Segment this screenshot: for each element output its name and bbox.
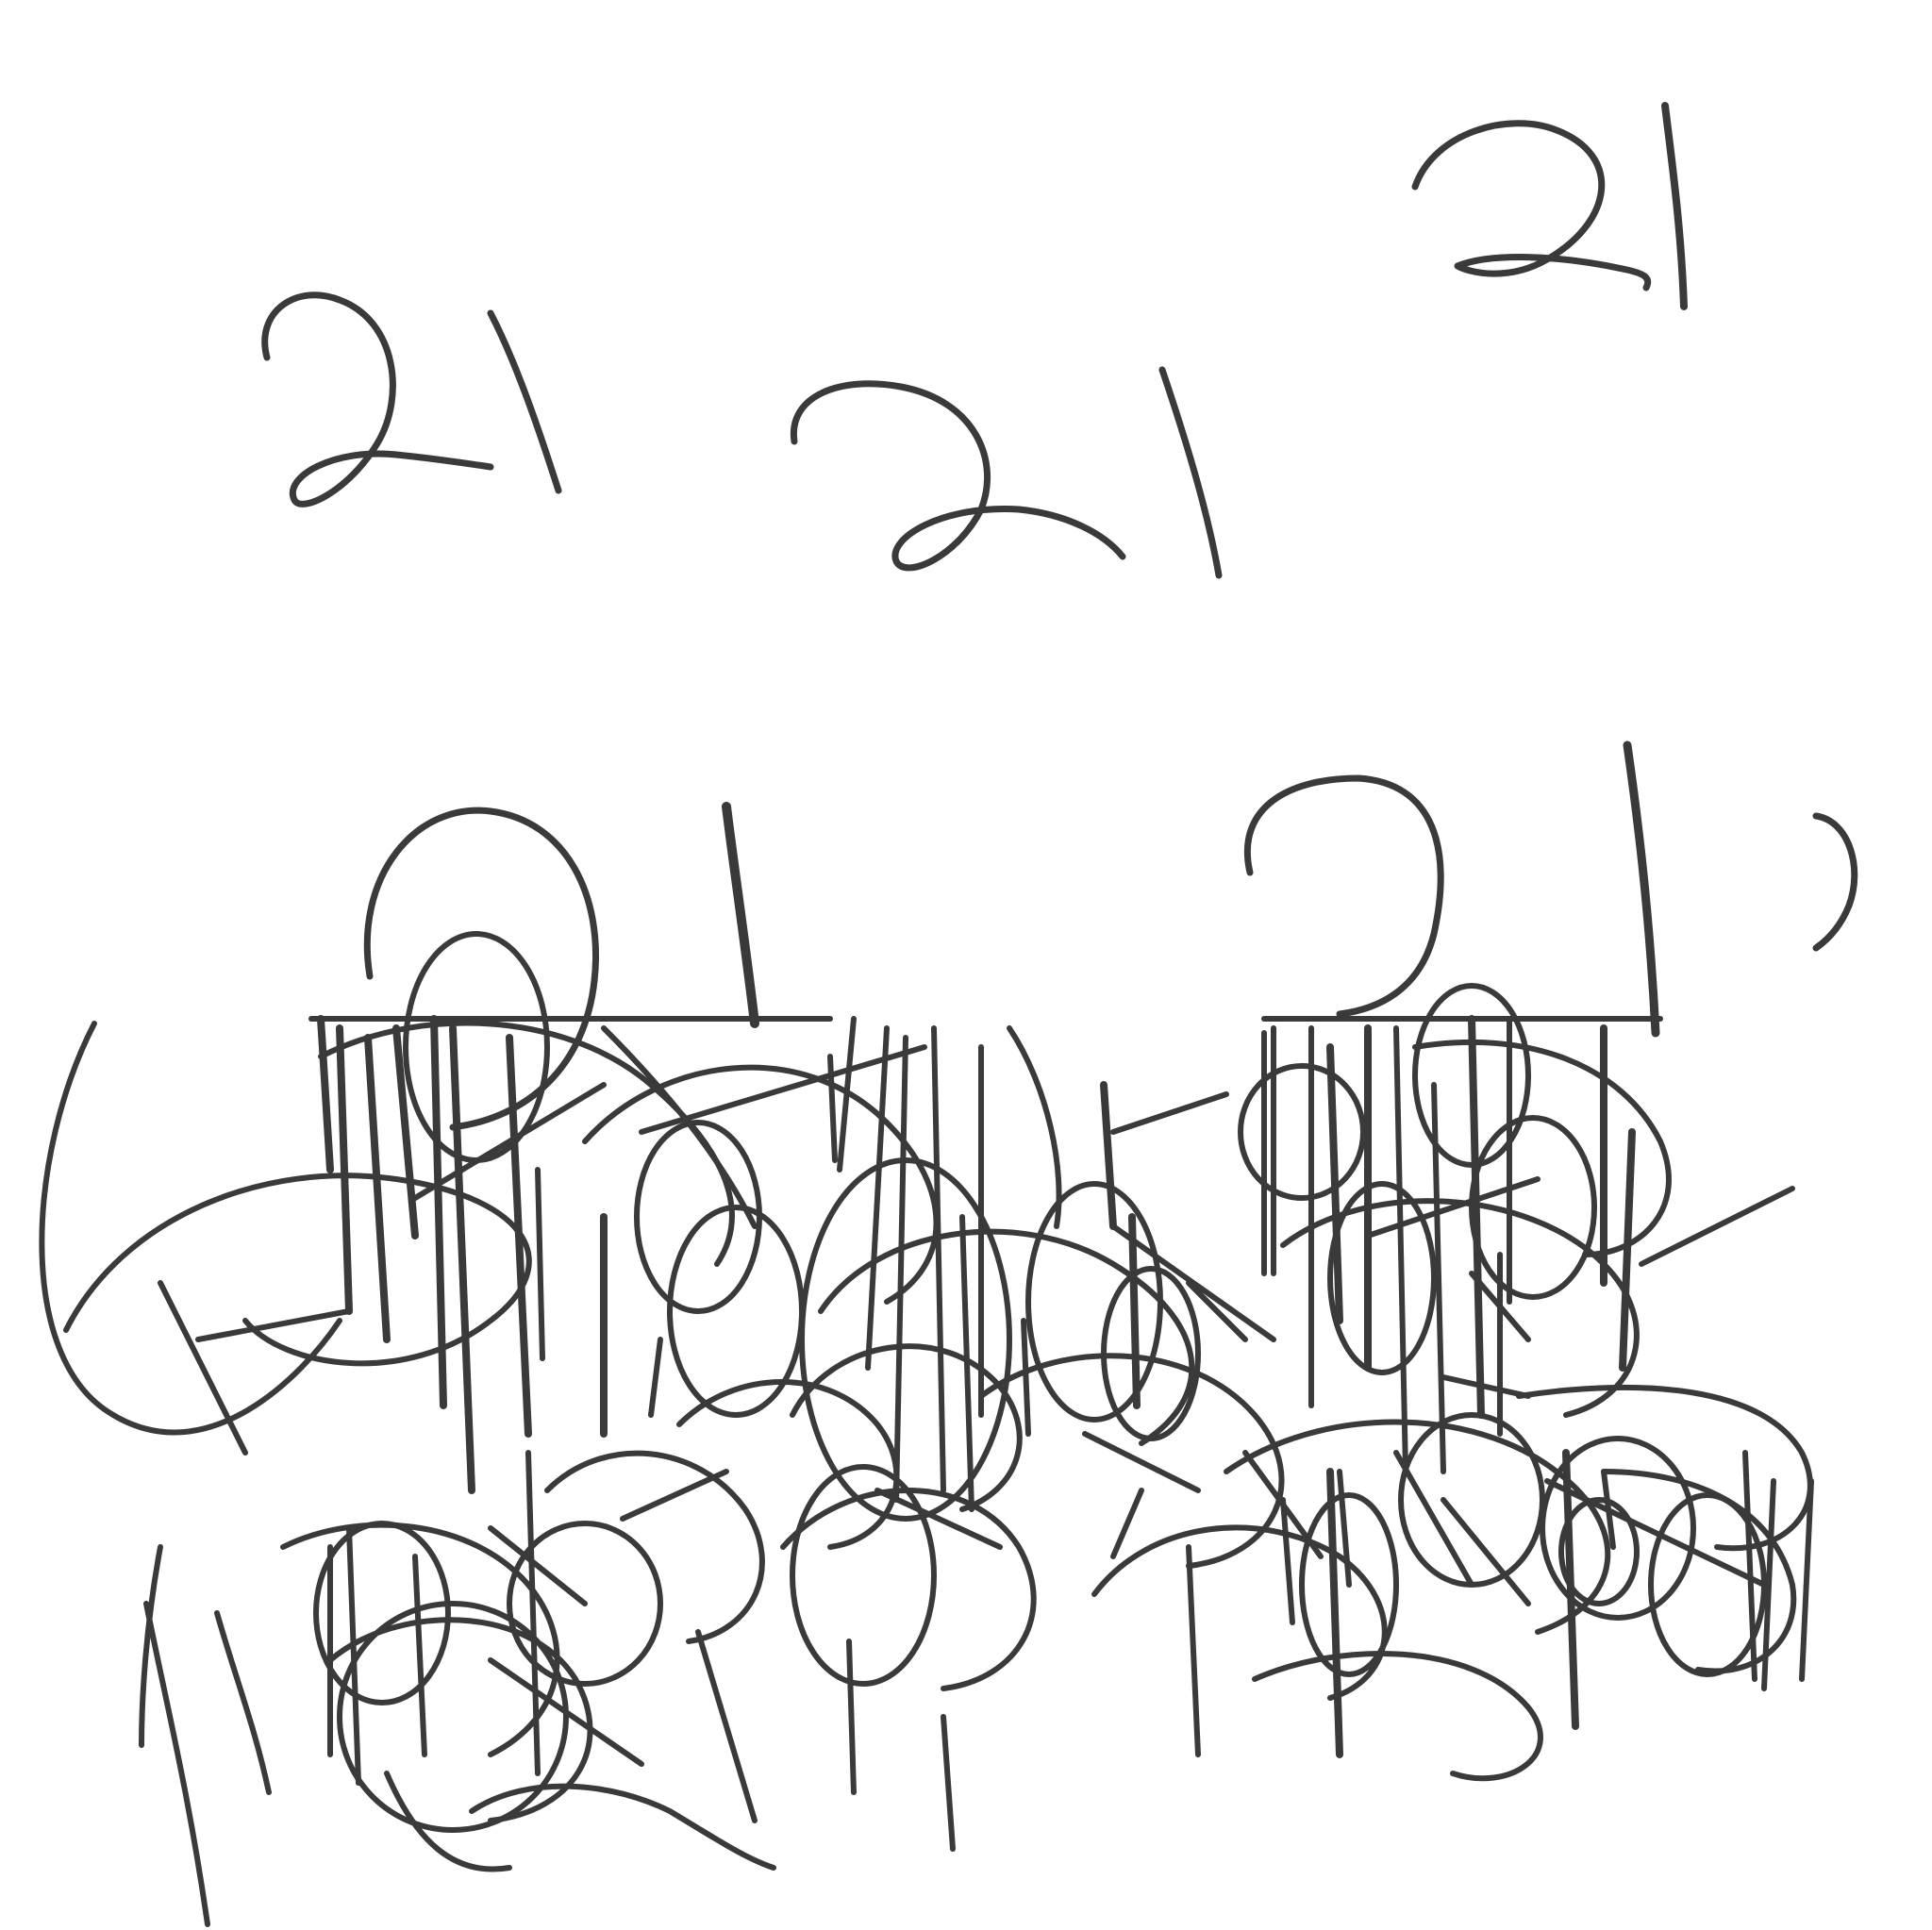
handwritten-21-middle-right — [1247, 745, 1854, 1033]
label-top-middle: 21 — [906, 490, 908, 491]
label-top-left: 21 — [311, 414, 314, 416]
label-top-right: 21 — [1538, 207, 1541, 208]
handwritten-21-top-right — [1415, 106, 1684, 307]
label-middle-left: 21 — [528, 923, 531, 925]
dense-scribble-region — [42, 934, 1811, 1924]
handwritten-21-top-left — [265, 295, 558, 505]
label-middle-right: 21 — [1415, 905, 1418, 907]
handwritten-21-top-middle — [793, 370, 1219, 575]
